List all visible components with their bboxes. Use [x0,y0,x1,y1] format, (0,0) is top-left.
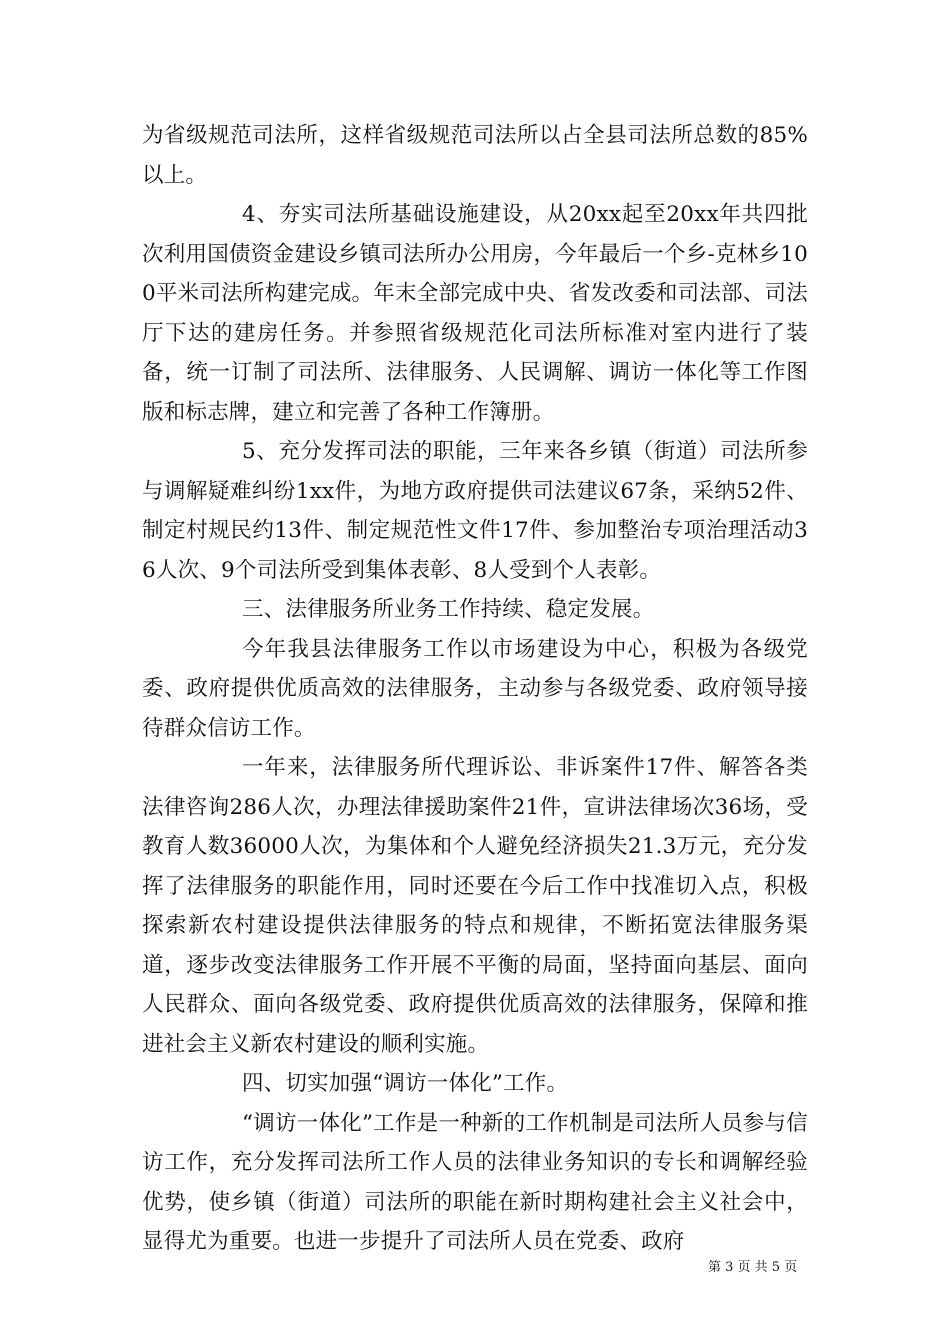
paragraph-continuation: 为省级规范司法所，这样省级规范司法所以占全县司法所总数的85%以上。 [142,123,808,188]
paragraph-legal-service-results: 一年来，法律服务所代理诉讼、非诉案件17件、解答各类法律咨询286人次，办理法律援助案件21件，宣讲法律场次36场，受教育人数36000人次，为集体和个人避免经济损失21.3万元，充分发挥了法律服务的职能作用，同时还要在今后工作中找准切入点，积极探索新农村建设提供法律服务的特点和规律，不断拓宽法律服务渠道，逐步改变法律服务工作开展不平衡的局面，坚持面向基层、面向人民群众、面向各级党委、政府提供优质高效的法律服务，保障和推进社会主义新农村建设的顺利实施。 [142,755,808,1057]
page-number: 第 3 页 共 5 页 [708,1260,798,1275]
section-heading-3: 三、法律服务所业务工作持续、稳定发展。 [242,597,655,622]
paragraph-mediation-petition: “调访一体化”工作是一种新的工作机制是司法所人员参与信访工作，充分发挥司法所工作人员的法律业务知识的专长和调解经验优势，使乡镇（街道）司法所的职能在新时期构建社会主义社会中，显得尤为重要。也进一步提升了司法所人员在党委、政府 [142,1110,808,1254]
paragraph-item-4: 4、夯实司法所基础设施建设，从20xx起至20xx年共四批次利用国债资金建设乡镇司法所办公用房，今年最后一个乡-克林乡100平米司法所构建完成。年末全部完成中央、省发改委和司法部、司法厅下达的建房任务。并参照省级规范化司法所标准对室内进行了装备，统一订制了司法所、法律服务、人民调解、调访一体化等工作图版和标志牌，建立和完善了各种工作簿册。 [142,202,808,425]
paragraph-legal-service-intro: 今年我县法律服务工作以市场建设为中心，积极为各级党委、政府提供优质高效的法律服务，主动参与各级党委、政府领导接待群众信访工作。 [142,636,808,741]
document-body [142,116,808,1262]
section-heading-4: 四、切实加强“调访一体化”工作。 [242,1071,569,1096]
paragraph-item-5: 5、充分发挥司法的职能，三年来各乡镇（街道）司法所参与调解疑难纠纷1xx件，为地方政府提供司法建议67条，采纳52件、制定村规民约13件、制定规范性文件17件、参加整治专项治理活动36人次、9个司法所受到集体表彰、8人受到个人表彰。 [142,439,808,583]
